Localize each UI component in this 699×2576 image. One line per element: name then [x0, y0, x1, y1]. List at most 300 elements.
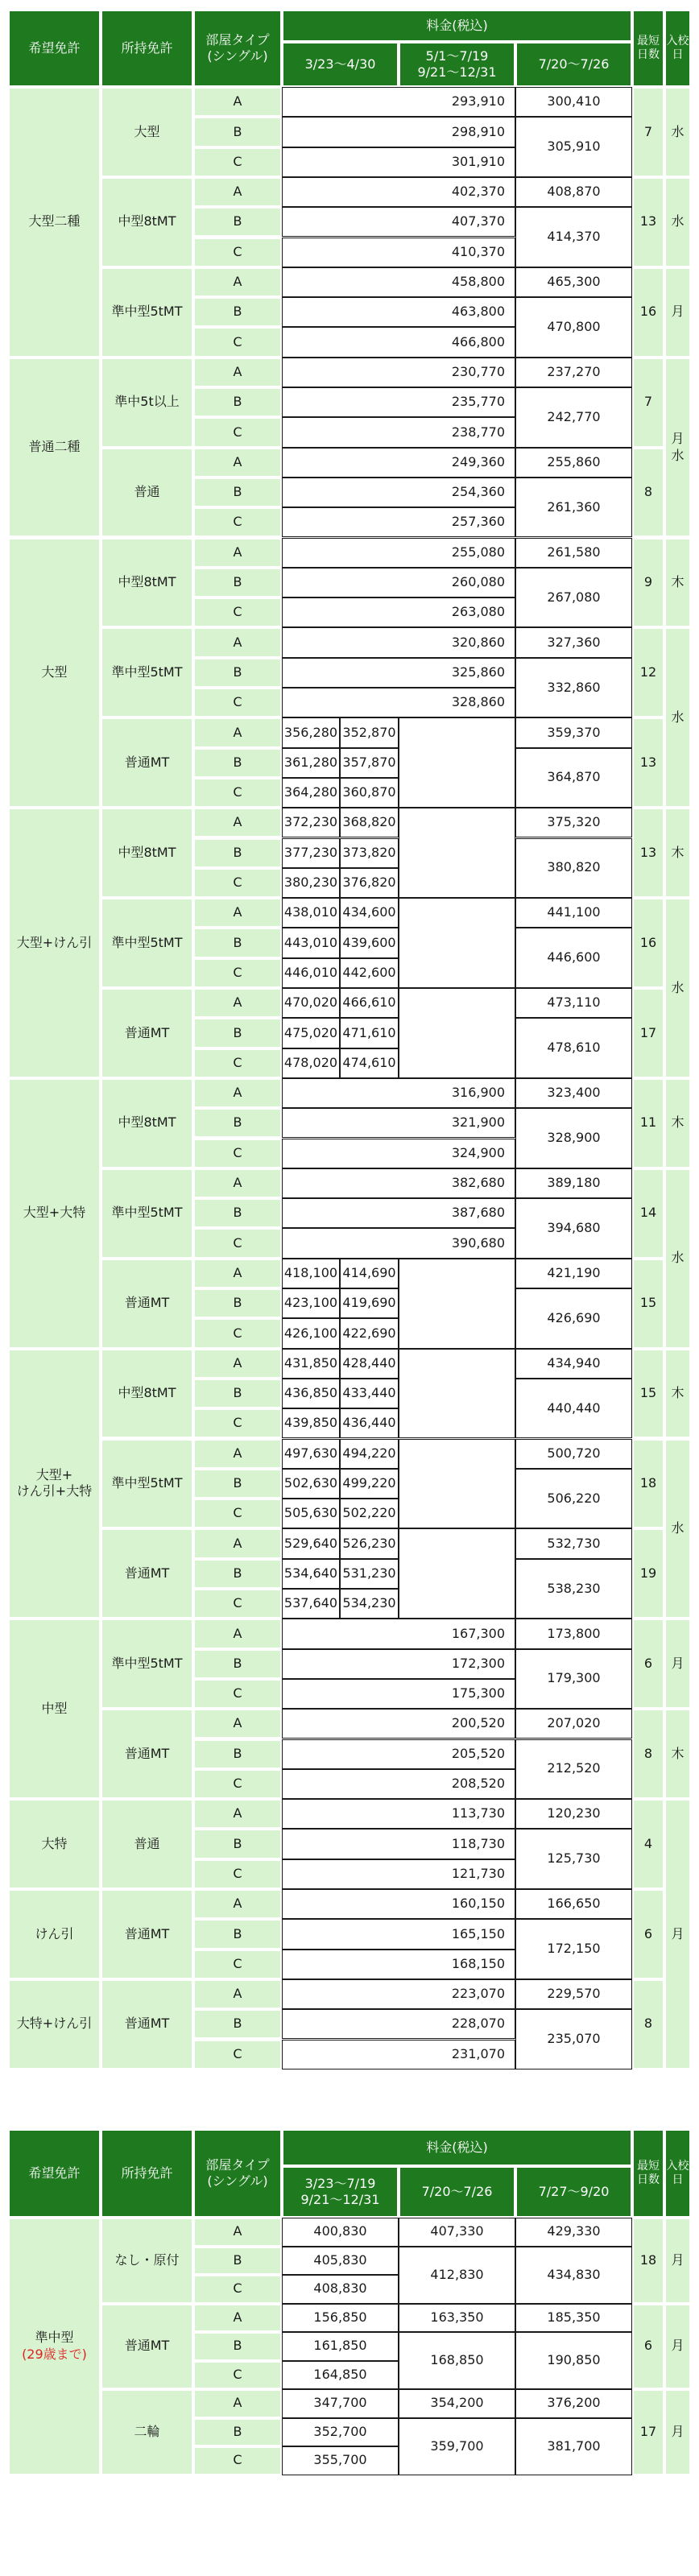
price-cell: 439,850: [282, 1408, 340, 1438]
held-license-cell: 二輪: [101, 2389, 193, 2475]
price-cell-blank: [399, 898, 515, 988]
held-license-cell: なし・原付: [101, 2218, 193, 2304]
price-cell: 429,330: [515, 2218, 632, 2247]
desired-license-name: 準中型: [35, 2329, 74, 2345]
price-cell: 357,870: [340, 748, 399, 778]
desired-license-cell: 大型+けん引: [8, 808, 101, 1078]
price-cell: 261,580: [515, 538, 632, 568]
price-cell: 372,230: [282, 808, 340, 837]
min-days-cell: 7: [632, 87, 664, 177]
room-type-cell: B: [193, 1559, 282, 1589]
entry-day-cell: 月: [664, 2389, 691, 2475]
room-type-cell: A: [193, 988, 282, 1018]
price-cell: 205,520: [282, 1739, 515, 1769]
price-cell: 118,730: [282, 1829, 515, 1859]
price-cell: 394,680: [515, 1198, 632, 1259]
price-cell: 414,370: [515, 207, 632, 267]
price-cell: 431,850: [282, 1349, 340, 1379]
room-type-cell: B: [193, 2009, 282, 2039]
price-cell: 439,600: [340, 928, 399, 957]
header-room-type: [193, 10, 282, 87]
desired-license-cell: [8, 2218, 101, 2475]
room-type-cell: B: [193, 1288, 282, 1318]
room-type-cell: A: [193, 1259, 282, 1288]
held-license-cell: 準中型5tMT: [101, 1619, 193, 1709]
price-cell: 121,730: [282, 1859, 515, 1889]
room-type-cell: B: [193, 1108, 282, 1138]
header-period-2: 7/20〜7/26: [399, 2166, 515, 2218]
room-type-cell: C: [193, 868, 282, 898]
min-days-cell: 18: [632, 2218, 664, 2304]
entry-day-cell: 木: [664, 808, 691, 898]
min-days-cell: 15: [632, 1349, 664, 1439]
room-type-cell: B: [193, 387, 282, 417]
held-license-cell: 中型8tMT: [101, 1078, 193, 1168]
header-room-type: [193, 2129, 282, 2218]
room-type-cell: C: [193, 1859, 282, 1889]
price-cell: 190,850: [515, 2332, 632, 2389]
price-cell: 354,200: [399, 2389, 515, 2418]
entry-day-cell: 水: [664, 627, 691, 808]
room-type-cell: A: [193, 2304, 282, 2333]
price-cell: 164,850: [282, 2361, 399, 2390]
header-entry-day: 入校日: [664, 2129, 691, 2218]
price-cell: 261,360: [515, 478, 632, 538]
desired-license-cell: 大特+けん引: [8, 1979, 101, 2069]
price-cell-blank: [399, 1528, 515, 1619]
price-cell: 327,360: [515, 627, 632, 657]
room-type-cell: C: [193, 1228, 282, 1258]
price-cell: 438,010: [282, 898, 340, 928]
price-cell: 257,360: [282, 507, 515, 537]
min-days-cell: 14: [632, 1168, 664, 1259]
room-type-cell: B: [193, 478, 282, 507]
cell-text-line: 日数: [637, 2173, 660, 2186]
price-cell: 478,610: [515, 1018, 632, 1078]
price-cell: 475,020: [282, 1018, 340, 1048]
price-cell: 352,870: [340, 717, 399, 747]
room-type-cell: A: [193, 267, 282, 297]
header-held-license: 所持免許: [101, 2129, 193, 2218]
room-type-cell: A: [193, 627, 282, 657]
desired-license-cell: [8, 1349, 101, 1619]
price-cell: 390,680: [282, 1228, 515, 1258]
price-cell: 531,230: [340, 1559, 399, 1589]
price-cell: 500,720: [515, 1439, 632, 1469]
min-days-cell: 8: [632, 1979, 664, 2069]
room-type-cell: B: [193, 297, 282, 327]
room-type-cell: C: [193, 507, 282, 537]
price-cell: 443,010: [282, 928, 340, 957]
price-cell: 175,300: [282, 1679, 515, 1709]
header-period-2: [399, 42, 515, 87]
price-cell-blank: [399, 988, 515, 1078]
price-cell: 305,910: [515, 117, 632, 177]
price-cell: 458,800: [282, 267, 515, 297]
held-license-cell: 中型8tMT: [101, 1349, 193, 1439]
price-cell: 254,360: [282, 478, 515, 507]
entry-day-cell: 月: [664, 2218, 691, 2304]
age-limit-note: (29歳まで): [22, 2346, 87, 2362]
room-type-cell: B: [193, 568, 282, 597]
price-cell: 237,270: [515, 358, 632, 387]
room-type-cell: A: [193, 1078, 282, 1108]
room-type-cell: A: [193, 538, 282, 568]
price-cell: 375,320: [515, 808, 632, 837]
price-cell: 380,820: [515, 838, 632, 899]
room-type-cell: A: [193, 1168, 282, 1198]
price-cell: 473,110: [515, 988, 632, 1018]
held-license-cell: 普通MT: [101, 1979, 193, 2069]
room-type-cell: B: [193, 928, 282, 957]
price-cell: 320,860: [282, 627, 515, 657]
price-cell: 466,800: [282, 327, 515, 357]
room-type-cell: B: [193, 1829, 282, 1859]
room-type-cell: B: [193, 2332, 282, 2361]
room-type-cell: A: [193, 717, 282, 747]
price-cell: 352,700: [282, 2418, 399, 2447]
held-license-cell: 中型8tMT: [101, 177, 193, 267]
price-cell: 173,800: [515, 1619, 632, 1648]
price-cell: 419,690: [340, 1288, 399, 1318]
held-license-cell: 普通MT: [101, 1709, 193, 1799]
price-cell: 538,230: [515, 1559, 632, 1619]
entry-day-cell: 月水: [664, 358, 691, 538]
room-type-cell: B: [193, 2418, 282, 2447]
price-cell: 436,440: [340, 1408, 399, 1438]
price-cell: 323,400: [515, 1078, 632, 1108]
price-cell: 368,820: [340, 808, 399, 837]
price-cell: 428,440: [340, 1349, 399, 1379]
room-type-cell: C: [193, 147, 282, 177]
price-cell: 421,190: [515, 1259, 632, 1288]
room-type-cell: C: [193, 778, 282, 808]
price-cell: 165,150: [282, 1919, 515, 1949]
price-cell: 534,230: [340, 1589, 399, 1619]
header-fee: 料金(税込): [282, 2129, 632, 2166]
price-cell: 231,070: [282, 2040, 515, 2069]
price-cell: 359,370: [515, 717, 632, 747]
held-license-cell: 中型8tMT: [101, 538, 193, 628]
min-days-cell: 17: [632, 988, 664, 1078]
price-cell: 499,220: [340, 1469, 399, 1499]
entry-day-cell: 水: [664, 87, 691, 177]
min-days-cell: 15: [632, 1259, 664, 1349]
held-license-cell: 普通: [101, 1799, 193, 1889]
price-cell: 502,220: [340, 1499, 399, 1528]
fee-table-main: [8, 10, 691, 2113]
room-type-cell: A: [193, 177, 282, 207]
header-fee: 料金(税込): [282, 10, 632, 42]
room-type-cell: B: [193, 1739, 282, 1769]
entry-day-cell: 月: [664, 1799, 691, 2069]
price-cell-blank: [399, 808, 515, 898]
price-cell: 446,600: [515, 928, 632, 988]
price-cell: 494,220: [340, 1439, 399, 1469]
price-cell: 407,330: [399, 2218, 515, 2247]
room-type-cell: C: [193, 1950, 282, 1979]
min-days-cell: 16: [632, 898, 664, 988]
price-cell: 410,370: [282, 238, 515, 267]
price-cell: 380,230: [282, 868, 340, 898]
price-cell: 502,630: [282, 1469, 340, 1499]
room-type-cell: B: [193, 1018, 282, 1048]
room-type-cell: B: [193, 1469, 282, 1499]
price-cell: 376,200: [515, 2389, 632, 2418]
price-cell: 506,220: [515, 1469, 632, 1529]
min-days-cell: 6: [632, 2304, 664, 2390]
min-days-cell: 4: [632, 1799, 664, 1889]
price-cell: 300,410: [515, 87, 632, 117]
cell-text-line: (シングル): [207, 2173, 268, 2189]
price-cell: 446,010: [282, 958, 340, 988]
price-cell: 470,800: [515, 297, 632, 358]
room-type-cell: A: [193, 1349, 282, 1379]
room-type-cell: A: [193, 1889, 282, 1919]
price-cell: 255,860: [515, 448, 632, 478]
room-type-cell: B: [193, 2247, 282, 2276]
min-days-cell: 7: [632, 358, 664, 448]
price-cell: 347,700: [282, 2389, 399, 2418]
held-license-cell: 準中型5tMT: [101, 267, 193, 358]
cell-text-line: 最短: [637, 34, 660, 48]
price-cell: 526,230: [340, 1528, 399, 1558]
min-days-cell: 12: [632, 627, 664, 717]
price-cell: 172,150: [515, 1919, 632, 1979]
cell-text-line: (シングル): [207, 48, 268, 64]
min-days-cell: 8: [632, 448, 664, 538]
price-cell: 208,520: [282, 1769, 515, 1799]
cell-text-line: 部屋タイプ: [205, 2157, 270, 2173]
room-type-cell: C: [193, 1408, 282, 1438]
room-type-cell: A: [193, 2218, 282, 2247]
room-type-cell: B: [193, 1919, 282, 1949]
cell-text-line: 大型+: [35, 1466, 73, 1482]
price-cell: 235,770: [282, 387, 515, 417]
header-held-license: 所持免許: [101, 10, 193, 87]
header-entry-day: 入校日: [664, 10, 691, 87]
price-cell: 474,610: [340, 1048, 399, 1078]
entry-day-cell: 月: [664, 1619, 691, 1709]
held-license-cell: 準中5t以上: [101, 358, 193, 448]
price-cell: 534,640: [282, 1559, 340, 1589]
room-type-cell: A: [193, 1439, 282, 1469]
header-min-days: [632, 10, 664, 87]
min-days-cell: 11: [632, 1078, 664, 1168]
price-cell: 436,850: [282, 1379, 340, 1408]
held-license-cell: 普通MT: [101, 988, 193, 1078]
cell-text-line: 9/21〜12/31: [300, 2192, 380, 2207]
header-period-1: 3/23〜4/30: [282, 42, 399, 87]
price-cell: 360,870: [340, 778, 399, 808]
price-cell: 466,610: [340, 988, 399, 1018]
price-cell: 470,020: [282, 988, 340, 1018]
room-type-cell: A: [193, 2389, 282, 2418]
room-type-cell: C: [193, 1679, 282, 1709]
desired-license-cell: 大特: [8, 1799, 101, 1889]
min-days-cell: 8: [632, 1709, 664, 1799]
room-type-cell: C: [193, 2040, 282, 2069]
cell-text-line: 部屋タイプ: [205, 32, 270, 48]
price-cell: 168,150: [282, 1950, 515, 1979]
price-cell: 418,100: [282, 1259, 340, 1288]
min-days-cell: 18: [632, 1439, 664, 1529]
price-cell: 160,150: [282, 1889, 515, 1919]
price-cell: 364,280: [282, 778, 340, 808]
min-days-cell: 6: [632, 1619, 664, 1709]
held-license-cell: 準中型5tMT: [101, 898, 193, 988]
room-type-cell: A: [193, 1799, 282, 1829]
room-type-cell: B: [193, 207, 282, 237]
room-type-cell: B: [193, 658, 282, 688]
header-period-1: [282, 2166, 399, 2218]
price-cell: 125,730: [515, 1829, 632, 1889]
room-type-cell: C: [193, 327, 282, 357]
price-cell: 376,820: [340, 868, 399, 898]
entry-day-cell: 水: [664, 1168, 691, 1349]
price-cell-blank: [399, 1259, 515, 1349]
room-type-cell: C: [193, 1139, 282, 1168]
room-type-cell: A: [193, 448, 282, 478]
room-type-cell: A: [193, 1619, 282, 1648]
room-type-cell: A: [193, 1528, 282, 1558]
room-type-cell: B: [193, 117, 282, 147]
price-cell: 161,850: [282, 2332, 399, 2361]
price-cell: 426,690: [515, 1288, 632, 1349]
header-desired-license: 希望免許: [8, 2129, 101, 2218]
room-type-cell: B: [193, 1379, 282, 1408]
price-cell: 382,680: [282, 1168, 515, 1198]
entry-day-cell: 水: [664, 898, 691, 1078]
held-license-cell: 準中型5tMT: [101, 1439, 193, 1529]
price-cell: 537,640: [282, 1589, 340, 1619]
room-type-cell: B: [193, 748, 282, 778]
price-cell: 471,610: [340, 1018, 399, 1048]
held-license-cell: 準中型5tMT: [101, 1168, 193, 1259]
held-license-cell: 普通MT: [101, 1528, 193, 1619]
header-period-3: 7/27〜9/20: [515, 2166, 632, 2218]
room-type-cell: C: [193, 1499, 282, 1528]
cell-text-line: 9/21〜12/31: [417, 64, 497, 80]
price-cell: 412,830: [399, 2247, 515, 2304]
price-cell: 408,870: [515, 177, 632, 207]
entry-day-cell: 木: [664, 1709, 691, 1799]
price-cell: 426,100: [282, 1318, 340, 1348]
price-cell: 328,900: [515, 1108, 632, 1168]
desired-license-cell: けん引: [8, 1889, 101, 1979]
held-license-cell: 準中型5tMT: [101, 627, 193, 717]
room-type-cell: C: [193, 2361, 282, 2390]
price-cell: 267,080: [515, 568, 632, 628]
price-cell: 223,070: [282, 1979, 515, 2009]
entry-day-cell: 木: [664, 538, 691, 628]
held-license-cell: 中型8tMT: [101, 808, 193, 898]
cell-text-line: 最短: [637, 2159, 660, 2173]
price-cell: 120,230: [515, 1799, 632, 1829]
desired-license-cell: 大型二種: [8, 87, 101, 358]
price-cell: 263,080: [282, 597, 515, 627]
price-cell: 532,730: [515, 1528, 632, 1558]
price-cell: 387,680: [282, 1198, 515, 1228]
price-cell: 381,700: [515, 2418, 632, 2475]
header-desired-license: 希望免許: [8, 10, 101, 87]
price-cell: 361,280: [282, 748, 340, 778]
held-license-cell: 普通MT: [101, 1889, 193, 1979]
price-cell: 321,900: [282, 1108, 515, 1138]
room-type-cell: B: [193, 838, 282, 868]
price-cell: 434,940: [515, 1349, 632, 1379]
room-type-cell: C: [193, 1589, 282, 1619]
price-cell: 242,770: [515, 387, 632, 448]
entry-day-cell: 水: [664, 177, 691, 267]
cell-text-line: けん引+大特: [16, 1483, 93, 1499]
price-cell: 249,360: [282, 448, 515, 478]
price-cell: 405,830: [282, 2247, 399, 2276]
room-type-cell: C: [193, 2275, 282, 2304]
price-cell: 505,630: [282, 1499, 340, 1528]
room-type-cell: A: [193, 87, 282, 117]
held-license-cell: 普通MT: [101, 717, 193, 808]
price-cell: 497,630: [282, 1439, 340, 1469]
price-cell: 463,800: [282, 297, 515, 327]
price-cell: 179,300: [515, 1649, 632, 1710]
price-cell: 478,020: [282, 1048, 340, 1078]
header-period-3: 7/20〜7/26: [515, 42, 632, 87]
price-cell: 113,730: [282, 1799, 515, 1829]
price-cell: 359,700: [399, 2418, 515, 2475]
desired-license-cell: 普通二種: [8, 358, 101, 538]
price-cell: 407,370: [282, 207, 515, 237]
price-cell: 172,300: [282, 1649, 515, 1679]
entry-day-cell: 木: [664, 1349, 691, 1439]
desired-license-cell: 中型: [8, 1619, 101, 1799]
price-cell: 255,080: [282, 538, 515, 568]
price-cell: 156,850: [282, 2304, 399, 2333]
price-cell: 163,350: [399, 2304, 515, 2333]
min-days-cell: 13: [632, 717, 664, 808]
price-cell: 433,440: [340, 1379, 399, 1408]
price-cell: 389,180: [515, 1168, 632, 1198]
price-cell: 168,850: [399, 2332, 515, 2389]
price-cell: 355,700: [282, 2446, 399, 2475]
held-license-cell: 大型: [101, 87, 193, 177]
price-cell-blank: [399, 1349, 515, 1439]
price-cell: 356,280: [282, 717, 340, 747]
room-type-cell: C: [193, 958, 282, 988]
price-cell: 325,860: [282, 658, 515, 688]
price-cell: 230,770: [282, 358, 515, 387]
min-days-cell: 17: [632, 2389, 664, 2475]
price-cell: 228,070: [282, 2009, 515, 2039]
price-cell: 207,020: [515, 1709, 632, 1739]
price-cell: 298,910: [282, 117, 515, 147]
price-cell: 402,370: [282, 177, 515, 207]
room-type-cell: A: [193, 898, 282, 928]
cell-text-line: 3/23〜7/19: [304, 2176, 376, 2191]
price-cell: 238,770: [282, 417, 515, 447]
price-cell: 441,100: [515, 898, 632, 928]
cell-text-line: 日数: [637, 48, 660, 61]
price-cell-blank: [399, 717, 515, 808]
price-cell-blank: [399, 1439, 515, 1529]
room-type-cell: C: [193, 597, 282, 627]
room-type-cell: B: [193, 1198, 282, 1228]
min-days-cell: 13: [632, 177, 664, 267]
header-min-days: [632, 2129, 664, 2218]
room-type-cell: A: [193, 358, 282, 387]
desired-license-cell: 大型+大特: [8, 1078, 101, 1349]
price-cell: 434,600: [340, 898, 399, 928]
